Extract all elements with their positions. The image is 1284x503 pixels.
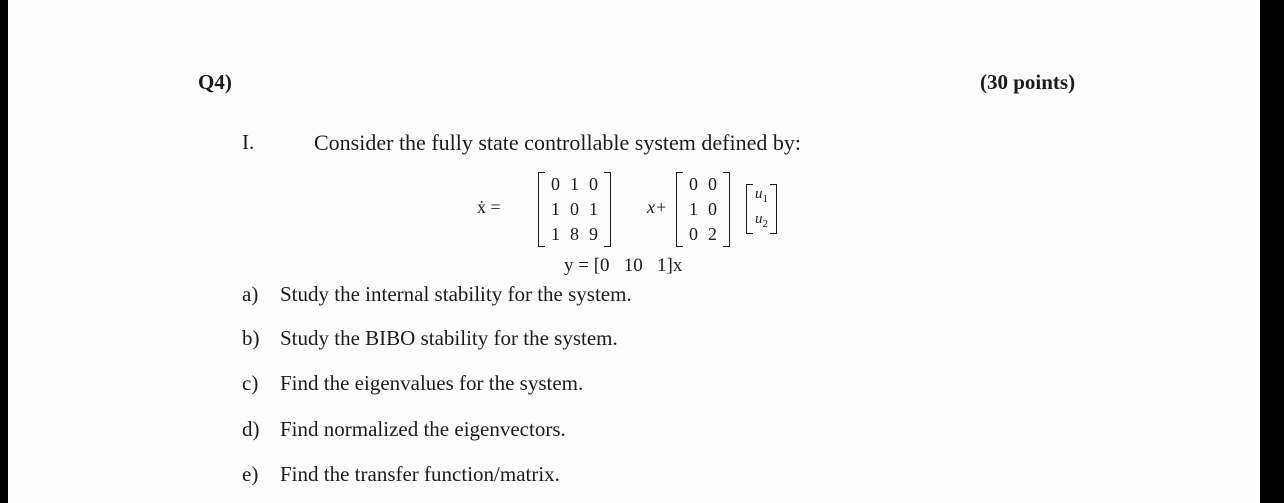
matrix-a-cell: 0 <box>589 174 598 194</box>
input-subscript: 1 <box>762 193 768 205</box>
matrix-b-cell: 0 <box>689 224 698 244</box>
matrix-b-cell: 2 <box>708 224 717 244</box>
item-label: a) <box>242 282 259 306</box>
matrix-a-cell: 1 <box>551 224 560 244</box>
matrix-b-cell: 0 <box>689 174 698 194</box>
matrix-a-cell: 1 <box>551 199 560 219</box>
matrix-b-cell: 1 <box>689 199 698 219</box>
state-equation-lhs: ẋ = <box>477 197 501 217</box>
output-equation: y = [0 10 1]x <box>564 255 683 276</box>
item-label: d) <box>242 417 260 441</box>
matrix-a-cell: 8 <box>570 224 579 244</box>
item-label: c) <box>242 371 259 395</box>
item-label: e) <box>242 462 259 486</box>
matrix-b-cell: 0 <box>708 199 717 219</box>
matrix-a-cell: 9 <box>589 224 598 244</box>
item-text: Find the eigenvalues for the system. <box>280 371 584 395</box>
part-intro: Consider the fully state controllable system defined by: <box>314 130 801 155</box>
question-item <box>242 417 566 442</box>
item-label: b) <box>242 326 260 350</box>
matrix-a <box>538 172 611 247</box>
x-plus-term: x+ <box>647 197 668 217</box>
input-vector <box>746 184 777 234</box>
matrix-b-cell: 0 <box>708 174 717 194</box>
matrix-a-cell: 0 <box>551 174 560 194</box>
input-symbol: u <box>755 186 763 202</box>
item-text: Find normalized the eigenvectors. <box>280 417 566 441</box>
question-number: Q4) <box>198 70 232 94</box>
item-text: Study the internal stability for the system. <box>280 282 632 306</box>
document-page <box>8 0 1260 503</box>
part-numeral: I. <box>242 130 255 154</box>
question-item <box>242 326 618 351</box>
matrix-a-cell: 0 <box>570 199 579 219</box>
matrix-a-cell: 1 <box>570 174 579 194</box>
input-subscript: 2 <box>762 218 768 230</box>
question-item <box>242 282 632 307</box>
item-text: Find the transfer function/matrix. <box>280 462 560 486</box>
input-symbol: u <box>755 211 763 227</box>
matrix-a-cell: 1 <box>589 199 598 219</box>
question-item <box>242 462 560 487</box>
matrix-b <box>676 172 730 247</box>
item-text: Study the BIBO stability for the system. <box>280 326 618 350</box>
question-item <box>242 371 583 396</box>
points-label: (30 points) <box>980 70 1076 94</box>
